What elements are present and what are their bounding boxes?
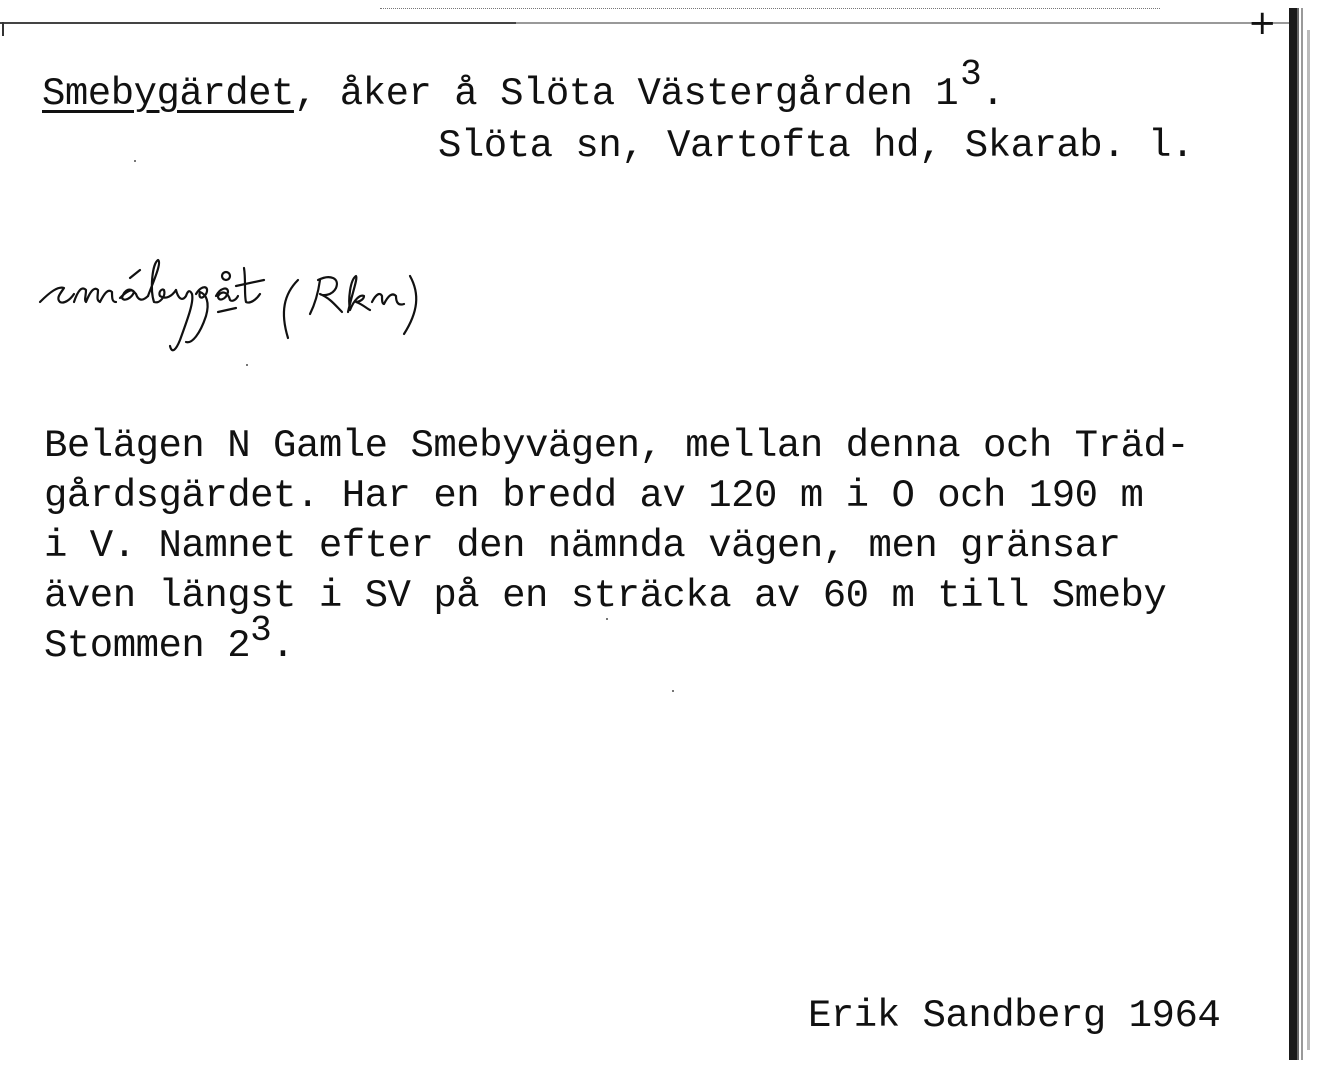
scan-edge-dots (380, 8, 1160, 10)
scan-speck (606, 618, 608, 620)
heading-end: . (981, 72, 1005, 116)
scan-speck (246, 364, 248, 366)
heading-rest: , åker å Slöta Västergården 1 (293, 72, 959, 116)
body-line-5-text: Stommen 2 (44, 624, 251, 668)
body-line-5-end: . (271, 624, 295, 668)
body-line-4: även längst i SV på en sträcka av 60 m till Smeby (44, 574, 1167, 618)
card-right-shadow (1307, 30, 1310, 1050)
card-heading (42, 54, 1005, 117)
scan-speck (672, 690, 674, 692)
location-line: Slöta sn, Vartofta hd, Skarab. l. (438, 124, 1194, 168)
body-line-3: i V. Namnet efter den nämnda vägen, men gränsar (44, 524, 1121, 568)
handwritten-pronunciation (30, 250, 630, 360)
plus-icon: + (1248, 3, 1277, 43)
heading-superscript: 3 (960, 54, 982, 95)
body-line-2: gårdsgärdet. Har en bredd av 120 m i O och 190 m (44, 474, 1144, 518)
place-name: Smebygärdet (42, 72, 294, 116)
card-corner-mark (2, 22, 4, 36)
body-line-1: Belägen N Gamle Smebyvägen, mellan denna och Träd- (44, 424, 1190, 468)
body-line-5 (44, 610, 295, 669)
scan-speck (134, 160, 136, 162)
card-right-edge (1289, 8, 1307, 1060)
signature: Erik Sandberg 1964 (808, 994, 1221, 1038)
card-top-edge (0, 22, 1290, 24)
body-line-5-superscript: 3 (250, 610, 272, 651)
